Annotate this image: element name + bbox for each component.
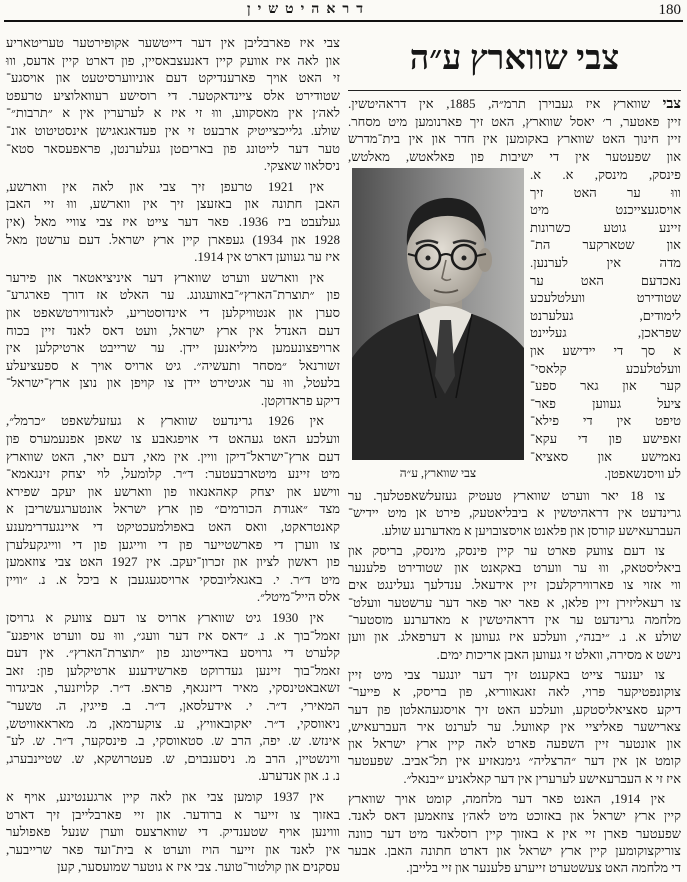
text-line: קלערט די גרויסע באדייטונג פון ״תוצרת־הארץ״. אין דעם bbox=[6, 645, 340, 661]
paragraph bbox=[6, 788, 340, 876]
text-line: מצד ״אגודת הכורמים״ פון ארץ ישראל אונטערגעשריבן א bbox=[6, 501, 340, 517]
text-line: ארויפצונעמען מיליאנען יידן. ער שרייבט ארטיקלען אין bbox=[6, 340, 340, 356]
text-line: ווישע און יצחק קאהאנאוו פון ווארשע און יעקב שפירא bbox=[6, 483, 340, 499]
text-line: וווּ ער האט זיך bbox=[530, 184, 681, 200]
text-line: און שפעטער אין די ישיבות פון פאלאטש, מאלטש, bbox=[348, 148, 681, 164]
text-line: נ. נ. און אנדערע. bbox=[258, 768, 340, 784]
text-line: צארישער פאליציי אין קאוועל. ער לערנט איר העברעאיש, bbox=[348, 718, 681, 734]
text-line: אויסגעצייכנט מיט bbox=[530, 202, 681, 218]
text-line: נישט א מסירה, וואלט זי געווען האבן אריכות ימים. bbox=[436, 646, 681, 662]
text-line: האבן חתונה און באזעצן זיך אין ווארשע, וווּ זיי האבן bbox=[6, 196, 340, 212]
paragraph bbox=[6, 178, 340, 266]
text-line: שולע א. נ. ״יבנה״, וועלכע איז געווען א דערפאלג. און ווען bbox=[348, 629, 681, 645]
text-line: 1928 און 1934) געפארן קיין ארץ ישראל. דעם ערשטן מאל bbox=[6, 231, 340, 247]
text-line: טיפט אין די פילא־ bbox=[530, 413, 681, 429]
paragraph bbox=[6, 269, 340, 410]
left-column bbox=[6, 34, 340, 876]
paragraph bbox=[6, 412, 340, 606]
article-title: צבי שווארץ ע״ה bbox=[348, 28, 681, 91]
text-line: פון ראשון לציון און זכרון־יעקב. אין 1927 האט צבי צוזאמען bbox=[6, 554, 340, 570]
text-line: מיט ד״ר. י. באגאליובסקי ארויסגעגעבן א ביכל א. נ. ״וויין bbox=[6, 571, 340, 587]
text-line: און לאה איז אוועק קיין דאנעצבאסיין, פון דארט קיין אדעס, וווּ bbox=[6, 52, 340, 68]
text-line: צו 18 יאר ווערט שווארץ טעטיק געזעלשאפטלעך. ער bbox=[348, 488, 666, 503]
photo-caption: צבי שווארץ, ע״ה bbox=[399, 466, 477, 480]
text-line: מדה אין לערנען. bbox=[530, 254, 681, 270]
text-line: שפראכן, געליינט bbox=[530, 325, 681, 341]
text-line: נאמישע און סאציא־ bbox=[530, 448, 681, 464]
paragraph bbox=[348, 790, 681, 876]
text-line: צו יענער צייט באקענט זיך דער יונגער צבי מיט זיין bbox=[348, 666, 665, 682]
text-line: העברעאישע קורסן און פלאנט אויסצובויען א מאדערנע שולע. bbox=[381, 522, 681, 538]
text-line: צו ווערן די פארשטייער פון די ווייגען פון די ווייגקעלערן bbox=[6, 536, 340, 552]
text-line: צבי איז פארבליבן אין דער דייטשער אקופירטער טעריטאריע bbox=[6, 35, 340, 50]
text-line: אין 1937 קומען צבי און לאה קיין ארגענטינע, אויף א bbox=[6, 788, 324, 804]
text-line: שולע. גלייכצייטיק ארבעט זי אין פעדאגאגישן אינסטיטוט אונ־ bbox=[6, 122, 340, 138]
text-line: צו רעאליזירן זיין פלאן, א פאר יאר פאר דער ערשטער וועלט־ bbox=[348, 594, 681, 610]
text-line: קיין ארץ ישראל און באזוכט מיט לאה׳ן צוזאמען דאס לאנד. bbox=[348, 808, 681, 824]
text-line: לימודים, געלערנט bbox=[530, 307, 681, 323]
portrait-photo bbox=[352, 168, 524, 460]
paragraph bbox=[348, 542, 681, 663]
text-line: אין 1926 גרינדעט שווארץ א געזעלשאפט ״כרמל״, bbox=[6, 413, 324, 429]
lead-word: צבי bbox=[662, 96, 681, 112]
text-line: שפעטער פארן זיי אין א באזוך קיין רוסלאנד מיט דער כוונה bbox=[348, 825, 681, 841]
text-line: א סך די יידישע און bbox=[530, 342, 681, 358]
text-line: קער און גאר ספע־ bbox=[530, 378, 681, 394]
text-line: זשאבאטינסקי, מאיר דיזנגאף, פראפ. ד״ר. קלויזנער, אביגדור bbox=[6, 680, 340, 696]
text-line: פינסק, מינסק, א. א. bbox=[530, 167, 681, 182]
text-line: מיט זיינע מיטארבעטער: ד״ר. קלומעל, לוי יצחק זינגאמא־ bbox=[6, 466, 340, 482]
text-line: אין 1914, האנט פאר דער מלחמה, קומט אויך שווארץ bbox=[348, 791, 665, 807]
text-line: ביאליסטאק, וווּ ער ווערט באקאנט און שטודירט פלענער bbox=[348, 560, 681, 576]
text-line: אין ווארשע ווערט שווארץ דער איניציאטאר און פירער bbox=[6, 269, 324, 285]
text-line: דעם ארץ־ישראל־דיקן וויין. אין מאי, דעם יאר, האט שווארץ bbox=[6, 448, 340, 464]
text-line: באזוך צו זייער א ברודער. און זיי פארבלייבן זיך דארט bbox=[6, 806, 340, 822]
continuation-text bbox=[348, 487, 681, 877]
text-line: צוריקצוקומען קיין ארץ ישראל און דארט חתונה האבן. אבער bbox=[348, 842, 681, 858]
text-line: זיין פאטער, ר׳ יאסל שווארץ, האט זיך פארנומען מיט מסחר. bbox=[348, 113, 681, 129]
text-line: זיינע גוטע כשרונות bbox=[530, 219, 681, 235]
text-line: וועלכע האט געהאט די אויפגאבע צו שאפן אפנעמערס פון bbox=[6, 431, 340, 447]
text-line: המאירי, ד״ר. י. אידעלסאן, ד״ר. ב. פייגין, ה. טשער־ bbox=[6, 697, 340, 713]
text-line: אין 1921 טרעפן זיך צבי און לאה אין ווארשע, bbox=[6, 178, 324, 194]
text-line: ווי אזוי צו פארווירקלעכן זיין אידעאל. ענדלעך געלינגט אים bbox=[348, 577, 681, 593]
text-line: נאכדעם האט ער bbox=[530, 272, 681, 288]
text-line: דיקע פראדוקטן. bbox=[260, 392, 340, 408]
text-line: פון ״תוצרת־הארץ״־באוועגונג. ער האלט אז דורך פארגרע־ bbox=[6, 287, 340, 303]
text-line: דיקע סאציאליסטקע, וועלכע האט זיך אויסגעהאלטן פון דער bbox=[348, 701, 681, 717]
text-line-rest: שווארץ איז געבוירן תרמ״ה, 1885, אין דראהיטשין. bbox=[348, 96, 650, 111]
text-line: זשורנאל ״מסחר ותעשיה״. גיט ארויס אויך א ספעציעלע bbox=[6, 357, 340, 373]
text-line: איז זי א העברעאישע לערערין אין דער קאלאניע ״יבנאל״. bbox=[403, 770, 681, 786]
text-line: ציעל געווען פאר־ bbox=[530, 395, 681, 411]
article-intro bbox=[348, 95, 681, 165]
text-line: שטודירט וועלטלעכע bbox=[530, 290, 681, 306]
text-line: וווינען אויף שטענדיק. די שווארצעס ווערן שנעל פאפולער bbox=[6, 824, 340, 840]
text-line: לאה׳ן אין מאסקווע, וווּ זי איז א לערערין אין א ״תרבות״־ bbox=[6, 105, 340, 121]
text-line: די מלחמה האט צעשטערט זייערע פלענער און זיי בלייבן. bbox=[406, 860, 681, 876]
text-line: עסקנים און קולטור־טוער. צבי איז א גוטער שמועסער, קען bbox=[57, 859, 340, 875]
text-line: זאמל־בוך זיינען געדרוקט פארשידענע ארטיקלען פון: זאב bbox=[6, 662, 340, 678]
text-line: דעם האנדל אין ארץ ישראל, וועט דאס לאנד זיין בכוח bbox=[6, 322, 340, 338]
beside-photo-text bbox=[530, 166, 681, 483]
text-line: איז ער געווען דארט אין 1914. bbox=[194, 249, 340, 265]
text-line: און שטארקער הת־ bbox=[530, 237, 681, 253]
page-number: 180 bbox=[658, 2, 681, 18]
portrait-photo-image bbox=[352, 168, 524, 460]
text-line: אין 1930 גיט שווארץ ארויס צו דעם צוועק א גרויסן bbox=[6, 610, 324, 625]
text-line: זיין חינוך האט שווארץ באקומען אין חדר און אין בית־מדרש bbox=[348, 131, 681, 147]
running-title: דראהיטשין bbox=[247, 2, 370, 17]
text-line: ווינשטיין, הרב מ. ניסענבוים, ש. פעטרושקא, ש. שטיינבערג, bbox=[6, 750, 340, 766]
text-line: זאמל־בוך א. נ. ״דאס איז דער וועג״, וווּ עס ווערט אויפגע־ bbox=[6, 627, 340, 643]
text-line: ניאווסקי, ד״ר. יאקובאוויץ, ע. צוקערמאן, מ. מאראאוויטש, bbox=[6, 715, 340, 731]
text-line: געלעבט ביז 1936. פאר דער צייט איז צבי צוויי מאל (אין bbox=[6, 213, 340, 229]
text-line: אין לאנד און זייער הויז ווערט א בית־ועד פאר שרייבער, bbox=[6, 841, 340, 857]
text-line: און אונטער זיין השפעה פארט לאה קיין ארץ ישראל און bbox=[348, 736, 681, 752]
text-line: צו דעם צוועק פארט ער קיין פינסק, מינסק, בריסק און bbox=[348, 542, 665, 558]
text-line: שטודירט אלס ציינדאקטער. די רוסישע רעוואלוציע טרעפט bbox=[6, 87, 340, 103]
text-line: קאנטראקט, וואס האט באפולמעכטיקט די איינגעדרימענע bbox=[6, 519, 340, 535]
running-header bbox=[4, 0, 683, 22]
text-line: זאפישע פון די עקא־ bbox=[530, 430, 681, 446]
text-line: קומט אן אין דער ״הרצליה״ גימנאזיע אין תל־אביב. שפעטער bbox=[348, 753, 681, 769]
paragraph bbox=[348, 666, 681, 787]
text-line: ניסלאוו שאצקי. bbox=[263, 158, 340, 174]
text-line: צוקונפטיקער פרוי, לאה זאגאווריא, פון בריסק, א פייער־ bbox=[348, 684, 681, 700]
text-line bbox=[348, 95, 681, 113]
paragraph bbox=[348, 487, 681, 539]
text-line: טער דער לייטונג פון באריםטן געלערנטן, פראפעסאר סטא־ bbox=[6, 140, 340, 156]
paragraph bbox=[6, 34, 340, 175]
text-line: מלחמה גרינדעט ער אין דראהיטשין א מאדערנע מוסטער־ bbox=[348, 612, 681, 628]
text-line: וועלטלעכע קלאסי־ bbox=[530, 360, 681, 376]
text-line: אלס הייל־מיטל״. bbox=[256, 589, 340, 605]
text-line: גרינדעט אין דראהיטשין א ביבליאטעק, פירט אן מיט יידיש־ bbox=[348, 505, 681, 521]
text-line: בלעטל, וווּ ער אגיטירט יידן צו קויפן און נוצן ארץ־ישראל־ bbox=[6, 375, 340, 391]
text-line: זי האט אויך פארענדיקט דעם אוניווערסיטעט און אויסגע־ bbox=[6, 70, 340, 86]
paragraph bbox=[6, 609, 340, 785]
text-line: סערן און אנטוויקלען די אינדוסטריע, לאנדווירטשאפט און bbox=[6, 304, 340, 320]
text-line: אינזש. ש. יפה, הרב ש. סטאווסקי, ב. פינסקער, ד״ר. ש. לע־ bbox=[6, 733, 340, 749]
text-line: לע וויסנשאפטן. bbox=[604, 466, 681, 482]
